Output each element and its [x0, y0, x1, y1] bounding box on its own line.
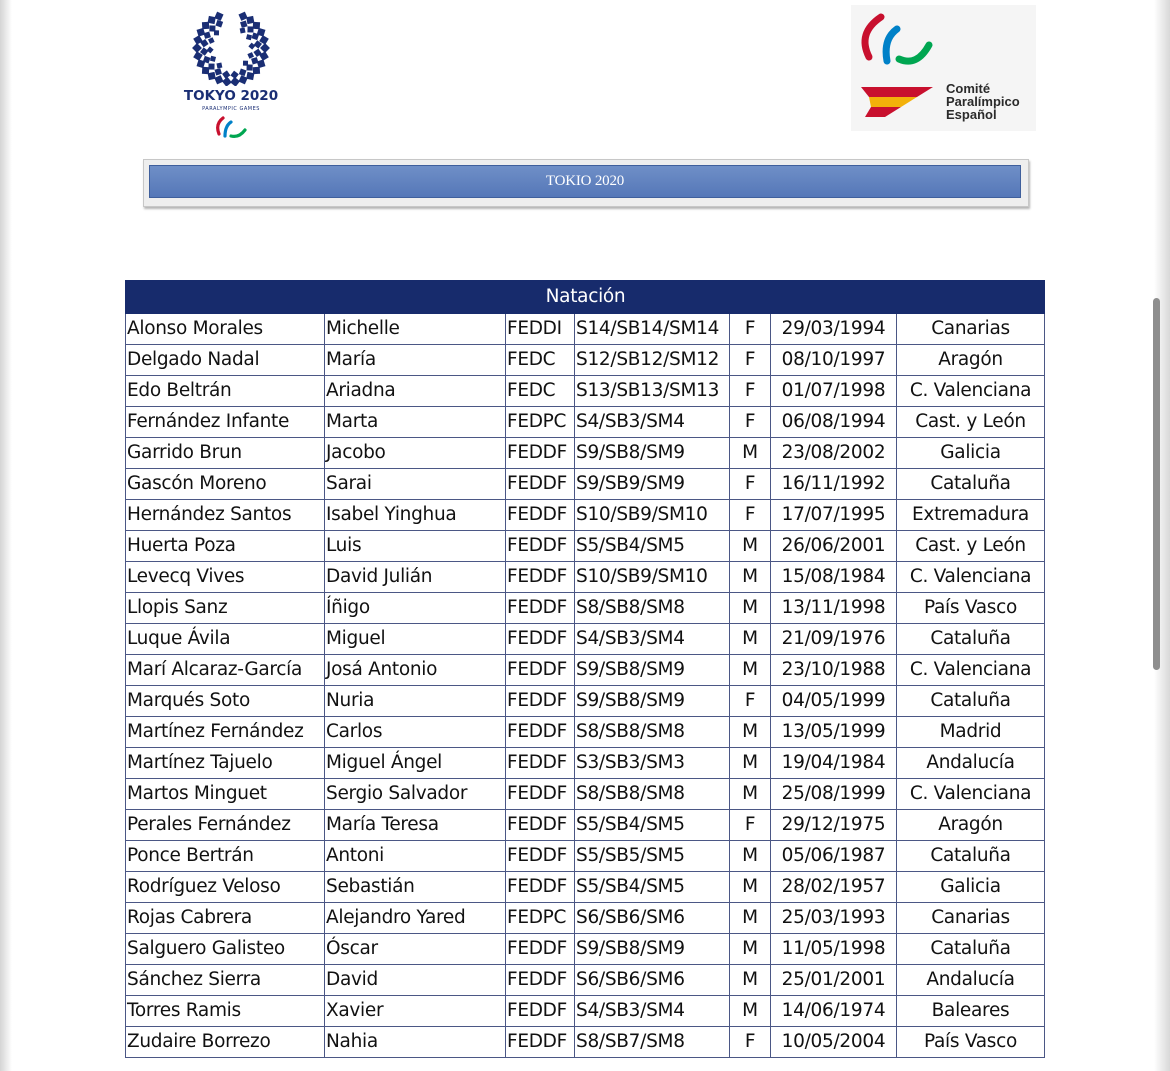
federation-cell: FEDDF	[506, 717, 575, 748]
classification-cell: S6/SB6/SM6	[575, 903, 730, 934]
swimming-roster-table	[125, 280, 1045, 1058]
surname-cell: Alonso Morales	[126, 314, 325, 345]
federation-cell: FEDDF	[506, 500, 575, 531]
comite-line-1: Comité	[946, 81, 991, 96]
surname-cell: Sánchez Sierra	[126, 965, 325, 996]
region-cell: Extremadura	[897, 500, 1045, 531]
region-cell: C. Valenciana	[897, 376, 1045, 407]
sex-cell: M	[730, 779, 771, 810]
region-cell: C. Valenciana	[897, 779, 1045, 810]
emblem-square	[214, 68, 221, 75]
region-cell: Aragón	[897, 345, 1045, 376]
emblem-square	[247, 52, 254, 59]
classification-cell: S13/SB13/SM13	[575, 376, 730, 407]
region-cell: Aragón	[897, 810, 1045, 841]
federation-cell: FEDDF	[506, 996, 575, 1027]
emblem-square	[248, 43, 255, 50]
classification-cell: S12/SB12/SM12	[575, 345, 730, 376]
emblem-square	[214, 75, 223, 84]
table-row	[126, 717, 1045, 748]
emblem-square	[208, 37, 215, 44]
region-cell: Galicia	[897, 872, 1045, 903]
surname-cell: Levecq Vives	[126, 562, 325, 593]
birth-date-cell: 29/03/1994	[771, 314, 897, 345]
emblem-square	[238, 75, 247, 84]
emblem-square	[208, 16, 216, 24]
first-name-cell: Miguel	[325, 624, 506, 655]
federation-cell: FEDDF	[506, 965, 575, 996]
first-name-cell: Sarai	[325, 469, 506, 500]
title-banner: TOKIO 2020	[149, 165, 1021, 198]
birth-date-cell: 28/02/1957	[771, 872, 897, 903]
tokyo-2020-paralympic-logo	[183, 10, 279, 145]
classification-cell: S9/SB9/SM9	[575, 469, 730, 500]
region-cell: Baleares	[897, 996, 1045, 1027]
classification-cell: S10/SB9/SM10	[575, 562, 730, 593]
table-row	[126, 407, 1045, 438]
table-row	[126, 686, 1045, 717]
table-row	[126, 779, 1045, 810]
sex-cell: M	[730, 562, 771, 593]
spanish-flag-swoosh-icon	[857, 83, 933, 119]
emblem-square	[240, 28, 246, 34]
table-row	[126, 593, 1045, 624]
first-name-cell: Josá Antonio	[325, 655, 506, 686]
emblem-square	[240, 20, 247, 27]
federation-cell: FEDPC	[506, 903, 575, 934]
surname-cell: Torres Ramis	[126, 996, 325, 1027]
sex-cell: F	[730, 810, 771, 841]
surname-cell: Perales Fernández	[126, 810, 325, 841]
sex-cell: M	[730, 748, 771, 779]
table-row	[126, 903, 1045, 934]
sex-cell: F	[730, 469, 771, 500]
classification-cell: S6/SB6/SM6	[575, 965, 730, 996]
sex-cell: M	[730, 934, 771, 965]
emblem-square	[197, 28, 206, 37]
birth-date-cell: 06/08/1994	[771, 407, 897, 438]
surname-cell: Ponce Bertrán	[126, 841, 325, 872]
region-cell: Canarias	[897, 314, 1045, 345]
classification-cell: S8/SB8/SM8	[575, 779, 730, 810]
classification-cell: S5/SB5/SM5	[575, 841, 730, 872]
sex-cell: F	[730, 1027, 771, 1058]
surname-cell: Rodríguez Veloso	[126, 872, 325, 903]
table-row	[126, 810, 1045, 841]
birth-date-cell: 05/06/1987	[771, 841, 897, 872]
federation-cell: FEDDF	[506, 810, 575, 841]
birth-date-cell: 15/08/1984	[771, 562, 897, 593]
surname-cell: Garrido Brun	[126, 438, 325, 469]
classification-cell: S5/SB4/SM5	[575, 872, 730, 903]
first-name-cell: Ariadna	[325, 376, 506, 407]
table-row	[126, 314, 1045, 345]
surname-cell: Marqués Soto	[126, 686, 325, 717]
table-row	[126, 965, 1045, 996]
first-name-cell: Marta	[325, 407, 506, 438]
surname-cell: Llopis Sanz	[126, 593, 325, 624]
surname-cell: Luque Ávila	[126, 624, 325, 655]
table-row	[126, 624, 1045, 655]
classification-cell: S9/SB8/SM9	[575, 934, 730, 965]
surname-cell: Fernández Infante	[126, 407, 325, 438]
emblem-square	[222, 70, 230, 78]
federation-cell: FEDC	[506, 345, 575, 376]
comite-name	[946, 82, 1041, 121]
table-row	[126, 1027, 1045, 1058]
federation-cell: FEDDF	[506, 934, 575, 965]
classification-cell: S8/SB7/SM8	[575, 1027, 730, 1058]
birth-date-cell: 25/03/1993	[771, 903, 897, 934]
region-cell: Andalucía	[897, 748, 1045, 779]
surname-cell: Martos Minguet	[126, 779, 325, 810]
emblem-square	[238, 12, 247, 21]
surname-cell: Zudaire Borrezo	[126, 1027, 325, 1058]
region-cell: Canarias	[897, 903, 1045, 934]
federation-cell: FEDDF	[506, 1027, 575, 1058]
first-name-cell: Antoni	[325, 841, 506, 872]
federation-cell: FEDDF	[506, 469, 575, 500]
federation-cell: FEDPC	[506, 407, 575, 438]
title-banner-frame	[143, 159, 1029, 207]
emblem-square	[239, 68, 247, 76]
classification-cell: S9/SB8/SM9	[575, 686, 730, 717]
federation-cell: FEDDF	[506, 531, 575, 562]
emblem-square	[210, 56, 216, 62]
birth-date-cell: 04/05/1999	[771, 686, 897, 717]
birth-date-cell: 13/05/1999	[771, 717, 897, 748]
classification-cell: S14/SB14/SM14	[575, 314, 730, 345]
sex-cell: M	[730, 717, 771, 748]
region-cell: Cataluña	[897, 934, 1045, 965]
sex-cell: F	[730, 407, 771, 438]
region-cell: Cast. y León	[897, 407, 1045, 438]
comite-paralimpico-espanol-logo	[851, 5, 1036, 131]
birth-date-cell: 25/08/1999	[771, 779, 897, 810]
surname-cell: Huerta Poza	[126, 531, 325, 562]
tokyo-wordmark: TOKYO 2020	[183, 88, 279, 104]
table-row	[126, 872, 1045, 903]
emblem-square	[257, 59, 266, 68]
surname-cell: Edo Beltrán	[126, 376, 325, 407]
region-cell: País Vasco	[897, 1027, 1045, 1058]
federation-cell: FEDDF	[506, 779, 575, 810]
emblem-square	[247, 26, 253, 32]
birth-date-cell: 26/06/2001	[771, 531, 897, 562]
classification-cell: S8/SB8/SM8	[575, 593, 730, 624]
federation-cell: FEDC	[506, 376, 575, 407]
region-cell: País Vasco	[897, 593, 1045, 624]
table-row	[126, 562, 1045, 593]
emblem-square	[214, 30, 219, 35]
sex-cell: F	[730, 500, 771, 531]
classification-cell: S3/SB3/SM3	[575, 748, 730, 779]
table-row	[126, 345, 1045, 376]
federation-cell: FEDDF	[506, 438, 575, 469]
table-row	[126, 376, 1045, 407]
surname-cell: Gascón Moreno	[126, 469, 325, 500]
birth-date-cell: 29/12/1975	[771, 810, 897, 841]
region-cell: C. Valenciana	[897, 655, 1045, 686]
sex-cell: M	[730, 624, 771, 655]
first-name-cell: Miguel Ángel	[325, 748, 506, 779]
classification-cell: S5/SB4/SM5	[575, 810, 730, 841]
federation-cell: FEDDI	[506, 314, 575, 345]
emblem-square	[216, 63, 222, 69]
classification-cell: S4/SB3/SM4	[575, 407, 730, 438]
first-name-cell: Sebastián	[325, 872, 506, 903]
tokyo-subtitle: PARALYMPIC GAMES	[202, 106, 260, 112]
table-row	[126, 500, 1045, 531]
region-cell: Cataluña	[897, 686, 1045, 717]
region-cell: Cataluña	[897, 469, 1045, 500]
birth-date-cell: 19/04/1984	[771, 748, 897, 779]
first-name-cell: Xavier	[325, 996, 506, 1027]
sex-cell: F	[730, 686, 771, 717]
comite-line-2: Paralímpico	[946, 94, 1020, 109]
birth-date-cell: 08/10/1997	[771, 345, 897, 376]
federation-cell: FEDDF	[506, 686, 575, 717]
sex-cell: M	[730, 872, 771, 903]
classification-cell: S4/SB3/SM4	[575, 624, 730, 655]
page-left-shadow	[0, 0, 12, 1071]
sex-cell: F	[730, 376, 771, 407]
first-name-cell: Nahia	[325, 1027, 506, 1058]
table-row	[126, 655, 1045, 686]
table-row	[126, 748, 1045, 779]
birth-date-cell: 10/05/2004	[771, 1027, 897, 1058]
region-cell: Cast. y León	[897, 531, 1045, 562]
table-row	[126, 934, 1045, 965]
region-cell: C. Valenciana	[897, 562, 1045, 593]
classification-cell: S9/SB8/SM9	[575, 438, 730, 469]
region-cell: Cataluña	[897, 624, 1045, 655]
emblem-square	[246, 34, 252, 40]
region-cell: Madrid	[897, 717, 1045, 748]
surname-cell: Salguero Galisteo	[126, 934, 325, 965]
surname-cell: Rojas Cabrera	[126, 903, 325, 934]
region-cell: Galicia	[897, 438, 1045, 469]
first-name-cell: Carlos	[325, 717, 506, 748]
surname-cell: Martínez Tajuelo	[126, 748, 325, 779]
birth-date-cell: 25/01/2001	[771, 965, 897, 996]
first-name-cell: Jacobo	[325, 438, 506, 469]
tokyo-checkered-emblem-icon	[191, 10, 271, 86]
sex-cell: M	[730, 531, 771, 562]
birth-date-cell: 13/11/1998	[771, 593, 897, 624]
federation-cell: FEDDF	[506, 841, 575, 872]
sex-cell: F	[730, 314, 771, 345]
classification-cell: S5/SB4/SM5	[575, 531, 730, 562]
sex-cell: M	[730, 996, 771, 1027]
surname-cell: Delgado Nadal	[126, 345, 325, 376]
emblem-square	[208, 64, 214, 70]
classification-cell: S10/SB9/SM10	[575, 500, 730, 531]
first-name-cell: David Julián	[325, 562, 506, 593]
first-name-cell: María Teresa	[325, 810, 506, 841]
first-name-cell: Isabel Yinghua	[325, 500, 506, 531]
sex-cell: M	[730, 655, 771, 686]
first-name-cell: Alejandro Yared	[325, 903, 506, 934]
sex-cell: M	[730, 965, 771, 996]
sex-cell: M	[730, 841, 771, 872]
paralympic-agitos-large-icon	[855, 9, 937, 71]
federation-cell: FEDDF	[506, 872, 575, 903]
birth-date-cell: 16/11/1992	[771, 469, 897, 500]
first-name-cell: Nuria	[325, 686, 506, 717]
section-header: Natación	[126, 281, 1045, 314]
surname-cell: Hernández Santos	[126, 500, 325, 531]
sex-cell: M	[730, 903, 771, 934]
comite-line-3: Español	[946, 107, 997, 122]
classification-cell: S8/SB8/SM8	[575, 717, 730, 748]
federation-cell: FEDDF	[506, 655, 575, 686]
region-cell: Andalucía	[897, 965, 1045, 996]
birth-date-cell: 21/09/1976	[771, 624, 897, 655]
table-row	[126, 531, 1045, 562]
region-cell: Cataluña	[897, 841, 1045, 872]
table-header-row	[126, 281, 1045, 314]
birth-date-cell: 14/06/1974	[771, 996, 897, 1027]
classification-cell: S4/SB3/SM4	[575, 996, 730, 1027]
first-name-cell: Luis	[325, 531, 506, 562]
scrollbar-thumb[interactable]	[1153, 298, 1160, 670]
birth-date-cell: 17/07/1995	[771, 500, 897, 531]
sex-cell: M	[730, 593, 771, 624]
first-name-cell: Sergio Salvador	[325, 779, 506, 810]
paralympic-agitos-icon	[213, 114, 249, 140]
emblem-square	[214, 12, 223, 21]
first-name-cell: María	[325, 345, 506, 376]
federation-cell: FEDDF	[506, 593, 575, 624]
first-name-cell: Íñigo	[325, 593, 506, 624]
first-name-cell: Michelle	[325, 314, 506, 345]
surname-cell: Marí Alcaraz-García	[126, 655, 325, 686]
classification-cell: S9/SB8/SM9	[575, 655, 730, 686]
table-row	[126, 841, 1045, 872]
surname-cell: Martínez Fernández	[126, 717, 325, 748]
birth-date-cell: 01/07/1998	[771, 376, 897, 407]
federation-cell: FEDDF	[506, 748, 575, 779]
emblem-square	[215, 20, 223, 28]
birth-date-cell: 23/08/2002	[771, 438, 897, 469]
federation-cell: FEDDF	[506, 562, 575, 593]
first-name-cell: Óscar	[325, 934, 506, 965]
birth-date-cell: 11/05/1998	[771, 934, 897, 965]
emblem-square	[243, 61, 248, 66]
emblem-square	[246, 72, 254, 80]
table-row	[126, 438, 1045, 469]
sex-cell: M	[730, 438, 771, 469]
sex-cell: F	[730, 345, 771, 376]
table-row	[126, 469, 1045, 500]
first-name-cell: David	[325, 965, 506, 996]
emblem-square	[230, 71, 238, 79]
table-row	[126, 996, 1045, 1027]
federation-cell: FEDDF	[506, 624, 575, 655]
birth-date-cell: 23/10/1988	[771, 655, 897, 686]
emblem-square	[207, 46, 214, 53]
